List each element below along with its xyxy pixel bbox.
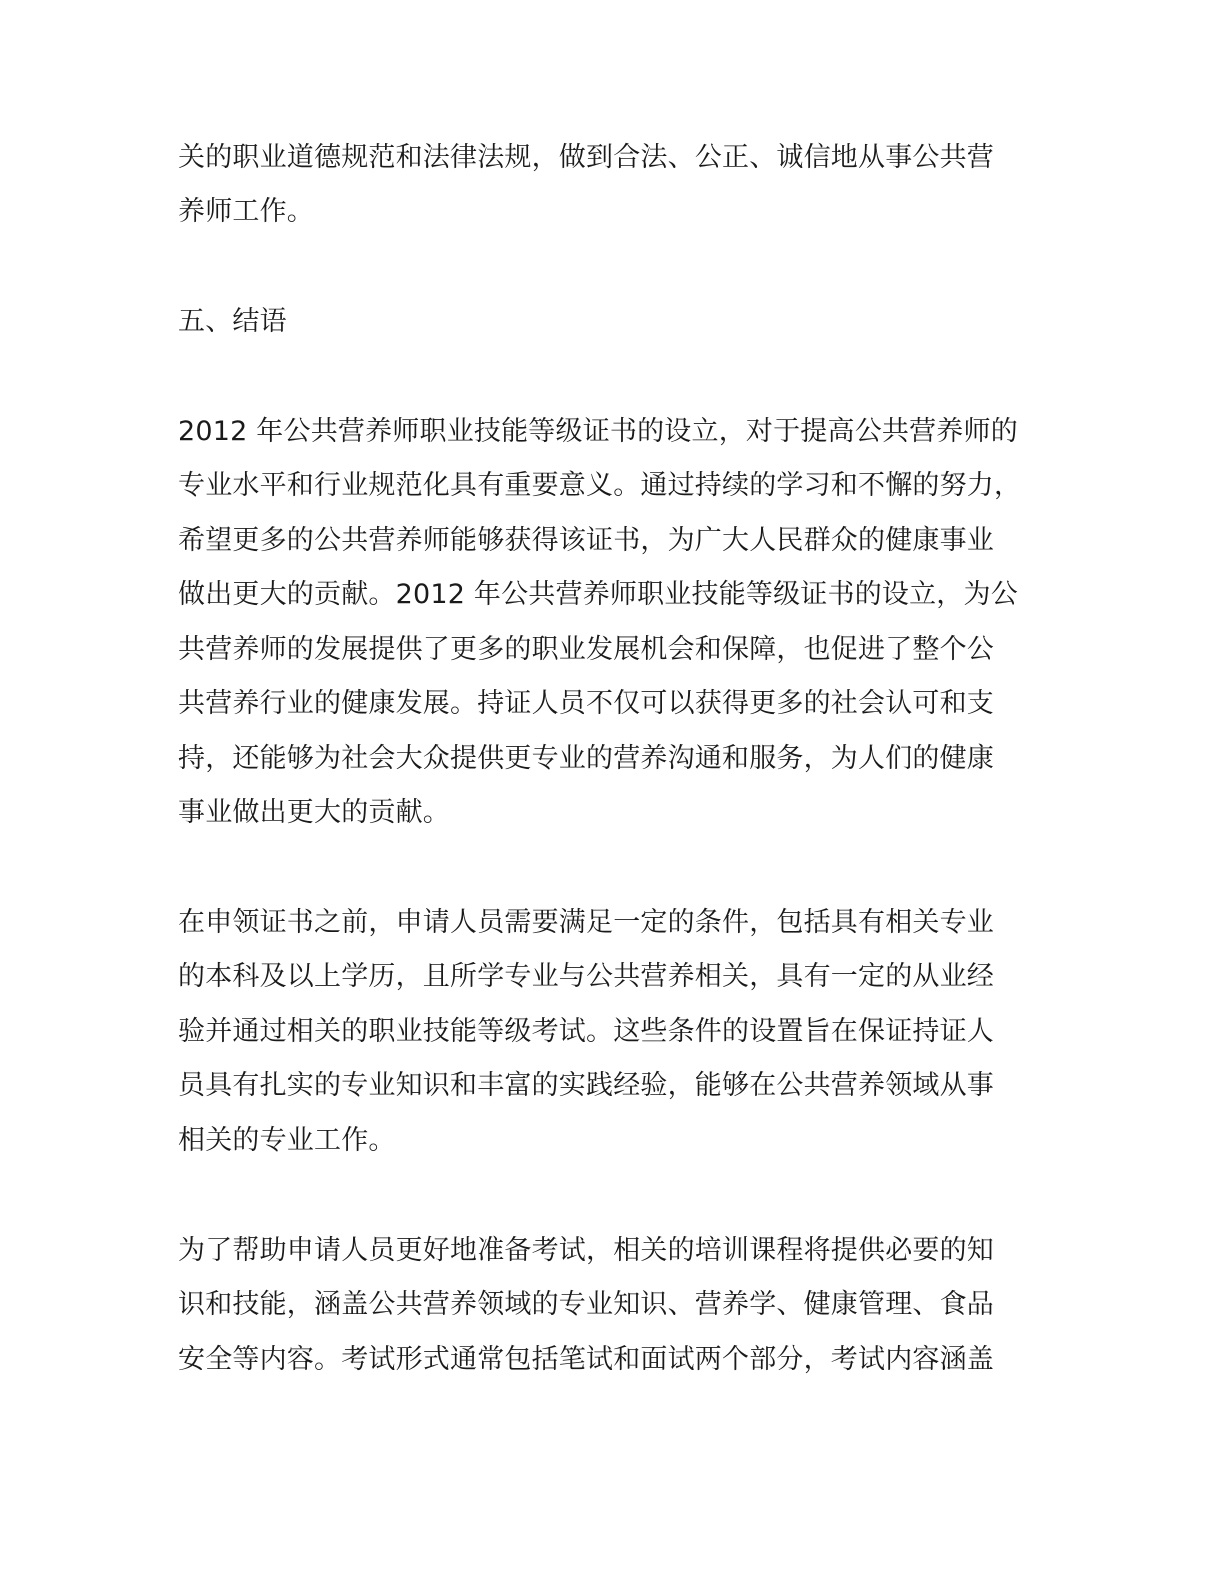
- text-line: 识和技能，涵盖公共营养领域的专业知识、营养学、健康管理、食品: [178, 1289, 994, 1320]
- text-line: 共营养师的发展提供了更多的职业发展机会和保障，也促进了整个公: [178, 634, 994, 665]
- text-line: 相关的专业工作。: [178, 1125, 396, 1156]
- text-line: 的本科及以上学历，且所学专业与公共营养相关，具有一定的从业经: [178, 961, 994, 992]
- text-line: 养师工作。: [178, 196, 314, 227]
- text-line: 持，还能够为社会大众提供更专业的营养沟通和服务，为人们的健康: [178, 743, 994, 774]
- text-line: 专业水平和行业规范化具有重要意义。通过持续的学习和不懈的努力，: [178, 470, 1022, 501]
- section-heading: 五、结语: [178, 306, 287, 337]
- text-line: 为了帮助申请人员更好地准备考试，相关的培训课程将提供必要的知: [178, 1235, 994, 1266]
- text-line: 在申领证书之前，申请人员需要满足一定的条件，包括具有相关专业: [178, 907, 994, 938]
- text-line: 事业做出更大的贡献。: [178, 797, 450, 828]
- text-line: 2012 年公共营养师职业技能等级证书的设立，对于提高公共营养师的: [178, 416, 1018, 447]
- text-line: 做出更大的贡献。2012 年公共营养师职业技能等级证书的设立，为公: [178, 579, 1018, 610]
- text-line: 关的职业道德规范和法律法规，做到合法、公正、诚信地从事公共营: [178, 142, 994, 173]
- text-line: 安全等内容。考试形式通常包括笔试和面试两个部分，考试内容涵盖: [178, 1344, 994, 1375]
- text-line: 员具有扎实的专业知识和丰富的实践经验，能够在公共营养领域从事: [178, 1070, 994, 1101]
- text-line: 验并通过相关的职业技能等级考试。这些条件的设置旨在保证持证人: [178, 1016, 994, 1047]
- text-line: 希望更多的公共营养师能够获得该证书，为广大人民群众的健康事业: [178, 525, 994, 556]
- text-line: 共营养行业的健康发展。持证人员不仅可以获得更多的社会认可和支: [178, 688, 994, 719]
